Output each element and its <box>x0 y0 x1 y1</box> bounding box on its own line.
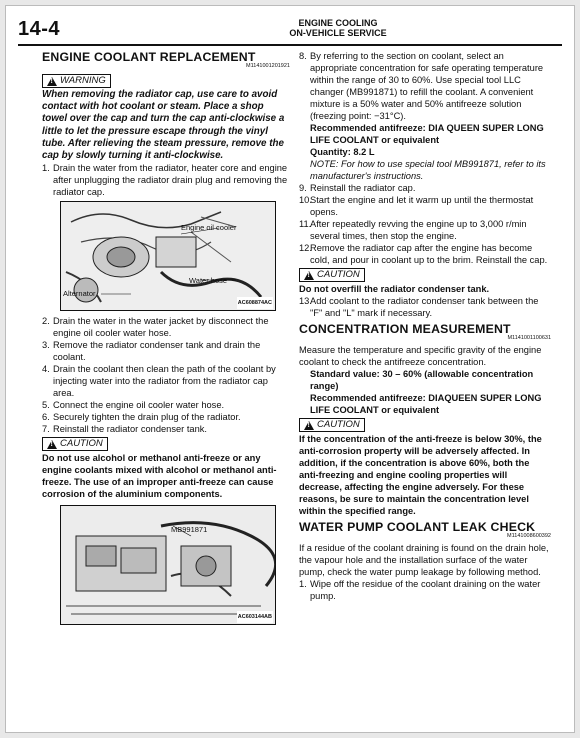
step-number: 12. <box>299 243 312 253</box>
step-number: 1. <box>42 163 50 174</box>
step-text: Reinstall the radiator condenser tank. <box>53 424 208 435</box>
section-ref-code: M1141001100631 <box>507 335 551 341</box>
step-2 <box>42 315 290 339</box>
step-number: 9. <box>299 183 307 193</box>
caution-label <box>42 437 108 451</box>
step-text: Add coolant to the radiator condenser tank between the "F" and "L" mark if necessary. <box>310 296 539 318</box>
callout-water-hose: Water hose <box>189 276 228 286</box>
callout-mb991871: MB991871 <box>171 525 208 535</box>
caution-label-text: CAUTION <box>317 419 360 430</box>
step-number: 11. <box>299 219 312 229</box>
step-text: After repeatedly revving the engine up to 3,000 r/min several times, then stop the engine. <box>310 219 527 241</box>
step-10 <box>299 194 551 218</box>
step-number: 3. <box>42 340 50 351</box>
section-title-coolant-replacement: ENGINE COOLANT REPLACEMENT <box>42 50 256 64</box>
step-6 <box>42 411 290 423</box>
caution-icon <box>47 440 57 449</box>
callout-engine-oil-cooler: Engine oil cooler <box>181 223 237 233</box>
page-header <box>18 18 562 46</box>
step-1 <box>299 578 551 602</box>
step-3 <box>42 339 290 363</box>
caution-icon <box>304 271 314 280</box>
step-text: Remove the radiator cap after the engine has become cold, and pour in coolant up to the brim. Reinstall the cap. <box>310 243 548 265</box>
step-13 <box>299 295 551 319</box>
caution-text: Do not use alcohol or methanol anti-freeze or any engine coolants mixed with alcohol or methanol anti-freeze. The use of an improper anti-freeze can cause corrosion of the aluminium components. <box>42 453 277 500</box>
tool-illustration <box>61 506 275 624</box>
section-ref-code: M1141008600392 <box>507 533 551 539</box>
step-12 <box>299 242 551 266</box>
recommended-antifreeze: Recommended antifreeze: DIA QUEEN SUPER LONG LIFE COOLANT or equivalent <box>310 123 544 145</box>
step-text: By referring to the section on coolant, select an appropriate concentration for safe operating temperature within the range of 30 to 60%. Use special tool LLC changer (MB991871) to refill the coolant. A convenient mixture is a 50% water and 50% antifreeze solution (freezing point: −31°C). <box>310 51 544 121</box>
section-intro: Measure the temperature and specific gravity of the engine coolant to check the antifreeze concentration. <box>299 345 542 367</box>
section-intro: If a residue of the coolant draining is found on the drain hole, the vapour hole and the installation surface of the water pump, check the water pump leakage by following method. <box>299 543 549 577</box>
warning-label-text: WARNING <box>60 75 106 86</box>
caution-label-text: CAUTION <box>60 438 103 450</box>
caution-text: Do not overfill the radiator condenser tank. <box>299 284 490 294</box>
steps-2-7 <box>42 315 290 435</box>
figure-code: AC608874AC <box>237 297 273 309</box>
quantity: Quantity: 8.2 L <box>310 147 375 157</box>
chapter-title-line1: ENGINE COOLING <box>298 18 378 28</box>
step-text: Drain the water from the radiator, heater core and engine after unplugging the radiator drain plug and removing the radiator cap. <box>53 163 288 198</box>
figure-code: AC603144AB <box>237 611 273 623</box>
step-1 <box>42 162 290 198</box>
callout-alternator: Alternator <box>63 289 96 299</box>
step-number: 5. <box>42 400 50 411</box>
figure-llc-changer <box>60 505 276 625</box>
caution-text: If the concentration of the anti-freeze is below 30%, the anti-corrosion property will be adversely affected. In addition, if the concentration is above 60%, both the anti-freezing and engine cooling properties will decrease, affecting the engine adversely. For these reasons, be sure to maintain the concentration level within the specified range. <box>299 434 542 516</box>
step-text: Reinstall the radiator cap. <box>310 183 416 193</box>
warning-icon <box>47 77 57 86</box>
step-11 <box>299 218 551 242</box>
step-9 <box>299 182 551 194</box>
section-title-concentration: CONCENTRATION MEASUREMENT <box>299 322 511 336</box>
right-column <box>299 50 551 602</box>
chapter-title <box>268 18 408 38</box>
caution-label <box>299 418 365 432</box>
step-text: Connect the engine oil cooler water hose. <box>53 400 225 411</box>
step-number: 6. <box>42 412 50 423</box>
step-number: 13. <box>299 296 312 306</box>
step-7 <box>42 423 290 435</box>
section-title-water-pump: WATER PUMP COOLANT LEAK CHECK <box>299 520 536 534</box>
recommended-antifreeze: Recommended antifreeze: DIAQUEEN SUPER LONG LIFE COOLANT or equivalent <box>310 393 542 415</box>
step-text: Wipe off the residue of the coolant draining on the water pump. <box>310 579 541 601</box>
step-number: 1. <box>299 579 307 589</box>
step-number: 4. <box>42 364 50 375</box>
standard-value: Standard value: 30 – 60% (allowable concentration range) <box>310 369 534 391</box>
warning-label <box>42 74 111 88</box>
step-text: Securely tighten the drain plug of the radiator. <box>53 412 241 423</box>
caution-icon <box>304 421 314 430</box>
step-8 <box>299 50 551 122</box>
step-5 <box>42 399 290 411</box>
step-4 <box>42 363 290 399</box>
warning-text: When removing the radiator cap, use care to avoid contact with hot coolant or steam. Place a shop towel over the cap and turn the cap anti-clockwise a little to let the pressure escape through the vinyl tube. After relieving the steam pressure, remove the cap by slowly turning it anti-clockwise. <box>42 89 285 162</box>
manual-page <box>5 5 575 733</box>
section-ref-code: M1141001201921 <box>246 63 290 69</box>
step-text: Drain the coolant then clean the path of the coolant by injecting water into the radiator from the radiator cap area. <box>53 364 276 399</box>
note: NOTE: For how to use special tool MB991871, refer to its manufacturer's instructions. <box>310 159 546 181</box>
step-text: Start the engine and let it warm up until the thermostat opens. <box>310 195 534 217</box>
step-text: Drain the water in the water jacket by disconnect the engine oil cooler water hose. <box>53 316 269 339</box>
left-column <box>42 50 290 629</box>
step-number: 7. <box>42 424 50 435</box>
step-number: 10. <box>299 195 312 205</box>
caution-label <box>299 268 365 282</box>
step-number: 2. <box>42 316 50 327</box>
chapter-title-line2: ON-VEHICLE SERVICE <box>289 28 387 38</box>
figure-radiator-drain <box>60 201 276 311</box>
caution-label-text: CAUTION <box>317 269 360 280</box>
step-number: 8. <box>299 51 307 61</box>
step-text: Remove the radiator condenser tank and drain the coolant. <box>53 340 261 363</box>
page-number: 14-4 <box>18 18 61 40</box>
